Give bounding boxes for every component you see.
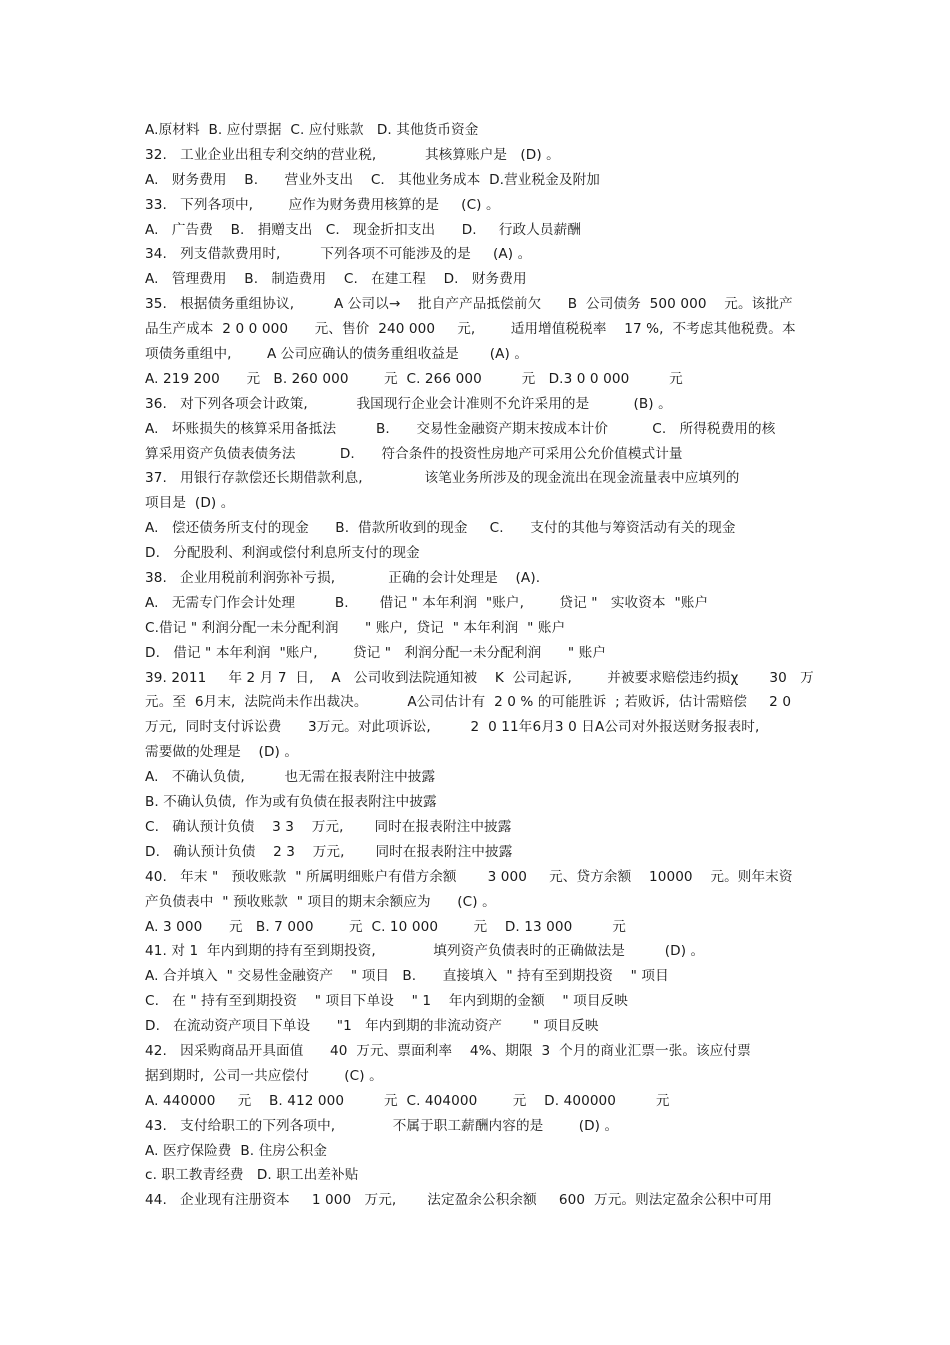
answer-options: A. 不确认负债, 也无需在报表附注中披露 (145, 769, 436, 786)
question-42-continued: 据到期时, 公司一共应偿付 (C) 。 (145, 1067, 383, 1084)
question-37: 37. 用银行存款偿还长期借款利息, 该笔业务所涉及的现金流出在现金流量表中应填列的 (145, 470, 740, 487)
answer-options: c. 职工教青经费 D. 职工出差补贴 (145, 1167, 359, 1184)
question-42: 42. 因采购商品开具面值 40 万元、票面利率 4%、期限 3 个月的商业汇票一张。该应付票 (145, 1042, 751, 1059)
question-34: 34. 列支借款费用时, 下列各项不可能涉及的是 (A) 。 (145, 246, 532, 263)
question-32: 32. 工业企业出租专利交纳的营业税, 其核算账户是 (D) 。 (145, 146, 560, 163)
answer-options: A. 440000 元 B. 412 000 元 C. 404000 元 D. 400000 元 (145, 1092, 670, 1109)
answer-options: A. 偿还债务所支付的现金 B. 借款所收到的现金 C. 支付的其他与筹资活动有关的现金 (145, 520, 736, 537)
answer-options: A. 医疗保险费 B. 住房公积金 (145, 1142, 328, 1159)
answer-options: A. 管理费用 B. 制造费用 C. 在建工程 D. 财务费用 (145, 271, 527, 288)
answer-options: C.借记 " 利润分配一未分配利润 " 账户, 贷记 " 本年利润 " 账户 (145, 619, 566, 636)
answer-options: B. 不确认负债, 作为或有负债在报表附注中披露 (145, 794, 437, 811)
question-39-continued: 需要做的处理是 (D) 。 (145, 744, 299, 761)
question-38: 38. 企业用税前利润弥补亏损, 正确的会计处理是 (A). (145, 570, 541, 587)
question-35-continued: 项债务重组中, A 公司应确认的债务重组收益是 (A) 。 (145, 346, 529, 363)
answer-options: D. 分配股利、利润或偿付利息所支付的现金 (145, 545, 420, 562)
question-40-continued: 产负债表中 " 预收账款 " 项目的期末余额应为 (C) 。 (145, 893, 496, 910)
answer-options: A. 坏账损失的核算采用备抵法 B. 交易性金融资产期末按成本计价 C. 所得税费用的核 (145, 420, 776, 437)
exam-questions (145, 118, 820, 1213)
question-35: 35. 根据债务重组协议, A 公司以→ 批自产产品抵偿前欠 B 公司债务 500 000 元。该批产 (145, 296, 793, 313)
question-39-continued: 万元, 同时支付诉讼费 3万元。对此项诉讼, 2 0 11年6月3 0 日A公司对外报送财务报表时, (145, 719, 760, 736)
answer-options: A. 合并填入 " 交易性金融资产 " 项目 B. 直接填入 " 持有至到期投资 " 项目 (145, 968, 669, 985)
answer-options: A. 无需专门作会计处理 B. 借记 " 本年利润 "账户, 贷记 " 实收资本 "账户 (145, 594, 709, 611)
question-40: 40. 年末 " 预收账款 " 所属明细账户有借方余额 3 000 元、贷方余额 10000 元。则年末资 (145, 868, 793, 885)
question-39: 39. 2011 年 2 月 7 日, A 公司收到法院通知被 K 公司起诉, 并被要求赔偿违约损χ 30 万 (145, 669, 814, 686)
answer-options: A. 广告费 B. 捐赠支出 C. 现金折扣支出 D. 行政人员薪酬 (145, 221, 581, 238)
question-39-continued: 元。至 6月末, 法院尚未作出裁决。 A公司估计有 2 0 % 的可能胜诉 ; 若败诉, 估计需赔偿 2 0 (145, 694, 792, 711)
question-41: 41. 对 1 年内到期的持有至到期投资, 填列资产负债表时的正确做法是 (D) 。 (145, 943, 705, 960)
answer-options: D. 借记 " 本年利润 "账户, 贷记 " 利润分配一未分配利润 " 账户 (145, 644, 607, 661)
question-33: 33. 下列各项中, 应作为财务费用核算的是 (C) 。 (145, 196, 500, 213)
answer-options: D. 在流动资产项目下单设 "1 年内到期的非流动资产 " 项目反映 (145, 1018, 599, 1035)
question-35-continued: 品生产成本 2 0 0 000 元、售价 240 000 元, 适用增值税税率 17 %, 不考虑其他税费。本 (145, 321, 796, 338)
question-43: 43. 支付给职工的下列各项中, 不属于职工薪酬内容的是 (D) 。 (145, 1117, 619, 1134)
text-line: A.原材料 B. 应付票据 C. 应付账款 D. 其他货币资金 (145, 122, 479, 138)
question-44: 44. 企业现有注册资本 1 000 万元, 法定盈余公积余额 600 万元。则法定盈余公积中可用 (145, 1192, 773, 1209)
answer-options: A. 219 200 元 B. 260 000 元 C. 266 000 元 D.3 0 0 000 元 (145, 370, 683, 387)
question-37-continued: 项目是 (D) 。 (145, 495, 235, 512)
answer-options: A. 3 000 元 B. 7 000 元 C. 10 000 元 D. 13 000 元 (145, 918, 626, 935)
answer-options: C. 确认预计负债 3 3 万元, 同时在报表附注中披露 (145, 818, 512, 835)
answer-options: D. 确认预计负债 2 3 万元, 同时在报表附注中披露 (145, 843, 513, 860)
answer-options: C. 在 " 持有至到期投资 " 项目下单设 " 1 年内到期的金额 " 项目反映 (145, 993, 628, 1010)
answer-options: 算采用资产负债表债务法 D. 符合条件的投资性房地产可采用公允价值模式计量 (145, 445, 683, 462)
answer-options: A. 财务费用 B. 营业外支出 C. 其他业务成本 D.营业税金及附加 (145, 171, 600, 188)
question-36: 36. 对下列各项会计政策, 我国现行企业会计准则不允许采用的是 (B) 。 (145, 395, 672, 412)
